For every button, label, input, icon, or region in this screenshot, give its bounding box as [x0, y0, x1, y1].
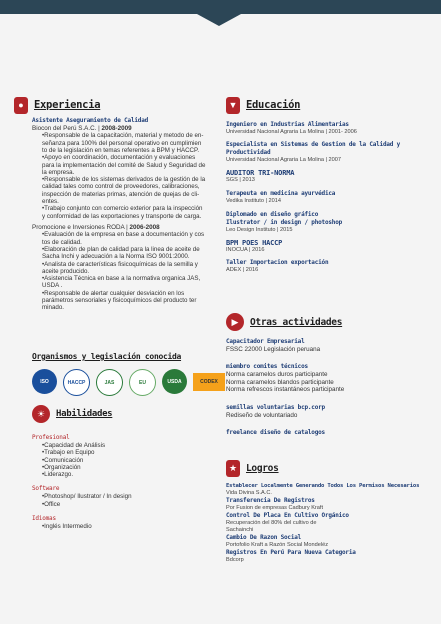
achievement-title: Registros En Perú Para Nueva Categoria — [226, 549, 356, 556]
education-entry-sub: Universidad Nacional Agraria La Molina | 2007 — [226, 157, 341, 163]
achievement-title: Cambio De Razon Social — [226, 534, 302, 541]
usda-logo: USDA — [162, 369, 187, 394]
experience-section — [14, 95, 219, 312]
haccp-logo: HACCP — [63, 369, 90, 396]
activities-section — [226, 312, 431, 437]
achievement-sub: Vida Divina S.A.C. — [226, 490, 272, 496]
experience-bullet: •Responsable de alertar cualquier desviación en los — [42, 289, 185, 297]
experience-bullet: para la implementación del comité de Salud y Seguridad de — [42, 161, 206, 169]
skill-item: •Inglés Intermedio — [42, 523, 92, 531]
bookmark-icon: ▼ — [226, 97, 240, 114]
experience-bullet: aceite producido. — [42, 267, 90, 275]
activity-title: Capacitador Empresarial — [226, 338, 305, 345]
skill-item: •Organización — [42, 463, 81, 471]
skill-item: •Office — [42, 500, 61, 508]
achievements-title: Logros — [246, 462, 279, 474]
activity-item: Norma caramelos blandos participante — [226, 378, 334, 386]
experience-bullet: •Analista de características fisicoquímicas de la semilla y — [42, 260, 198, 268]
person-icon: ● — [14, 97, 28, 114]
activity-sub: Rediseño de voluntariado — [226, 411, 298, 419]
experience-bullet: inspección de materias primas, atención de quejas de cli- — [42, 190, 200, 198]
activity-item: Norma refrescos instantáneos participante — [226, 386, 345, 394]
experience-bullet: Sacha Inchi y adecuación a la Norma ISO 9001:2000. — [42, 253, 190, 261]
achievement-title: Control De Placa En Cultivo Orgánico — [226, 512, 349, 519]
skill-item: •Liderazgo. — [42, 471, 74, 479]
skill-item: •Capacidad de Análisis — [42, 442, 106, 449]
experience-bullets-2 — [32, 231, 219, 311]
education-entry-sub: ADEX | 2016 — [226, 267, 259, 273]
education-entry-title: Terapeuta en medicina ayurvédica — [226, 190, 336, 197]
achievement-sub: Bdcorp — [226, 557, 244, 563]
activity-title: semillas voluntarias bcp.corp — [226, 403, 325, 411]
education-entry-title: Diplomado en diseño gráfico — [226, 211, 319, 218]
organisms-title: Organismos y legislación conocida — [32, 352, 182, 361]
experience-bullet: la empresa. — [42, 168, 75, 176]
experience-bullet: to de la legislación en temas referentes a BPM y HACCP. — [42, 147, 200, 154]
experience-bullet: •Asistencia Técnica en base a la normativa organica JAS, — [42, 275, 201, 283]
achievements-section — [226, 458, 436, 564]
education-entry-title: Especialista en Sistemas de Gestion de la Calidad y Productividad — [226, 141, 401, 156]
education-entry-sub: Vedika Instituto | 2014 — [226, 198, 281, 204]
achievement-sub: Recuperación del 80% del cultivo de — [226, 520, 317, 526]
experience-bullet: •Evaluación de la empresa en base a documentación y cos — [42, 231, 205, 239]
experience-bullet: •Apoyo en coordinación, documentación y evaluaciones — [42, 154, 196, 162]
skills-group-label: Profesional — [32, 434, 70, 441]
achievement-sub-2: Sachainchi — [226, 527, 254, 533]
activities-title: Otras actividades — [250, 316, 343, 328]
skill-item: •Trabajo en Equipo — [42, 449, 95, 457]
experience-header — [14, 95, 219, 115]
activity-title: freelance diseño de catalogos — [226, 429, 325, 437]
achievement-title: Transferencia De Registros — [226, 497, 315, 504]
skills-group-items — [32, 442, 232, 478]
skill-item: •Photoshop/ Ilustrator / In design — [42, 493, 132, 501]
experience-bullet: •Elaboración de plan de calidad para la linea de aceite de — [42, 245, 200, 253]
education-entry-sub: Universidad Nacional Agraria La Molina | 2001- 2006 — [226, 129, 357, 135]
experience-role: Asistente Aseguramiento de Calidad — [32, 117, 149, 124]
education-section — [226, 95, 431, 274]
experience-bullet: •Trabajo conjunto con comercio exterior para la inspección — [42, 205, 203, 213]
top-notch — [197, 14, 241, 26]
achievements-header — [226, 458, 436, 478]
experience-bullet: parámetros sensoriales y fisicoquímicos del producto ter — [42, 297, 197, 305]
activity-item: Norma caramelos duros participante — [226, 371, 328, 379]
experience-bullet: USDA . — [42, 282, 63, 290]
top-band — [0, 0, 441, 14]
education-entry-title: Taller Importacion exportación — [226, 259, 329, 266]
experience-bullet: calidad tales como control de proveedores, calibraciones, — [42, 183, 200, 191]
skills-group-items — [32, 493, 232, 508]
education-entry-title-2: Ilustrator / in design / photoshop — [226, 219, 343, 226]
experience-bullet: y conformidad de las exportaciones y transporte de carga. — [42, 212, 202, 220]
organisms-section — [32, 352, 232, 396]
experience-company-2: Promocione e Inversiones RODA | 2006-2008 — [32, 223, 160, 231]
experience-bullet: •Responsable de los sistemas derivados de la gestión de la — [42, 176, 206, 184]
experience-bullet: minado. — [42, 304, 65, 312]
education-entry-title: AUDITOR TRI-NORMA — [226, 169, 295, 177]
experience-bullet: entes. — [42, 198, 59, 206]
play-icon: ▶ — [226, 313, 244, 331]
organisms-logos — [32, 369, 232, 396]
skills-header — [32, 404, 232, 424]
education-title: Educación — [246, 99, 301, 111]
activity-title: miembro comites técnicos — [226, 363, 308, 371]
activity-sub: FSSC 22000 Legislación peruana — [226, 346, 321, 353]
skills-group-label: Idiomas — [32, 515, 56, 523]
codex-logo: CODEX — [193, 373, 225, 391]
achievement-sub: Por Fusion de empresas Cadbury Kraft — [226, 505, 324, 511]
experience-title: Experiencia — [34, 99, 101, 111]
iso-logo: ISO — [32, 369, 57, 394]
education-entry-title: Ingeniero en Industrias Alimentarias — [226, 121, 349, 128]
skills-group-label: Software — [32, 485, 60, 493]
star-icon: ★ — [226, 460, 240, 477]
experience-bullet: •Responsable de la capacitación, material y metodo de en- — [42, 132, 204, 140]
education-entry-sub: Leo Design Instituto | 2015 — [226, 227, 293, 233]
eu-organic-logo: EU — [129, 369, 156, 396]
skills-group-items — [32, 523, 232, 530]
experience-bullet: señanza para 100% del personal operativo en cumplimien — [42, 139, 202, 147]
achievement-title: Establecer Localmente Generando Todos Los Permisos Necesarios — [226, 483, 420, 489]
experience-company-1: Biocon del Perú S.A.C. | 2008-2009 — [32, 125, 132, 132]
skills-title: Habilidades — [56, 409, 113, 419]
education-header — [226, 95, 431, 115]
jas-logo: JAS — [96, 369, 123, 396]
skill-item: •Comunicación — [42, 456, 84, 464]
education-entry-sub: INOCUA | 2016 — [226, 247, 265, 253]
education-entry-sub: SGS | 2013 — [226, 177, 255, 183]
lightbulb-icon: ☀ — [32, 405, 50, 423]
skills-list — [32, 434, 232, 530]
achievement-sub: Portofolio Kraft a Razón Social Mondeléz — [226, 542, 328, 548]
activities-header — [226, 312, 431, 332]
experience-bullet: tos de calidad. — [42, 238, 82, 246]
experience-bullets-1 — [32, 132, 219, 220]
skills-section — [32, 404, 232, 530]
education-entry-title: BPM POES HACCP — [226, 239, 283, 247]
